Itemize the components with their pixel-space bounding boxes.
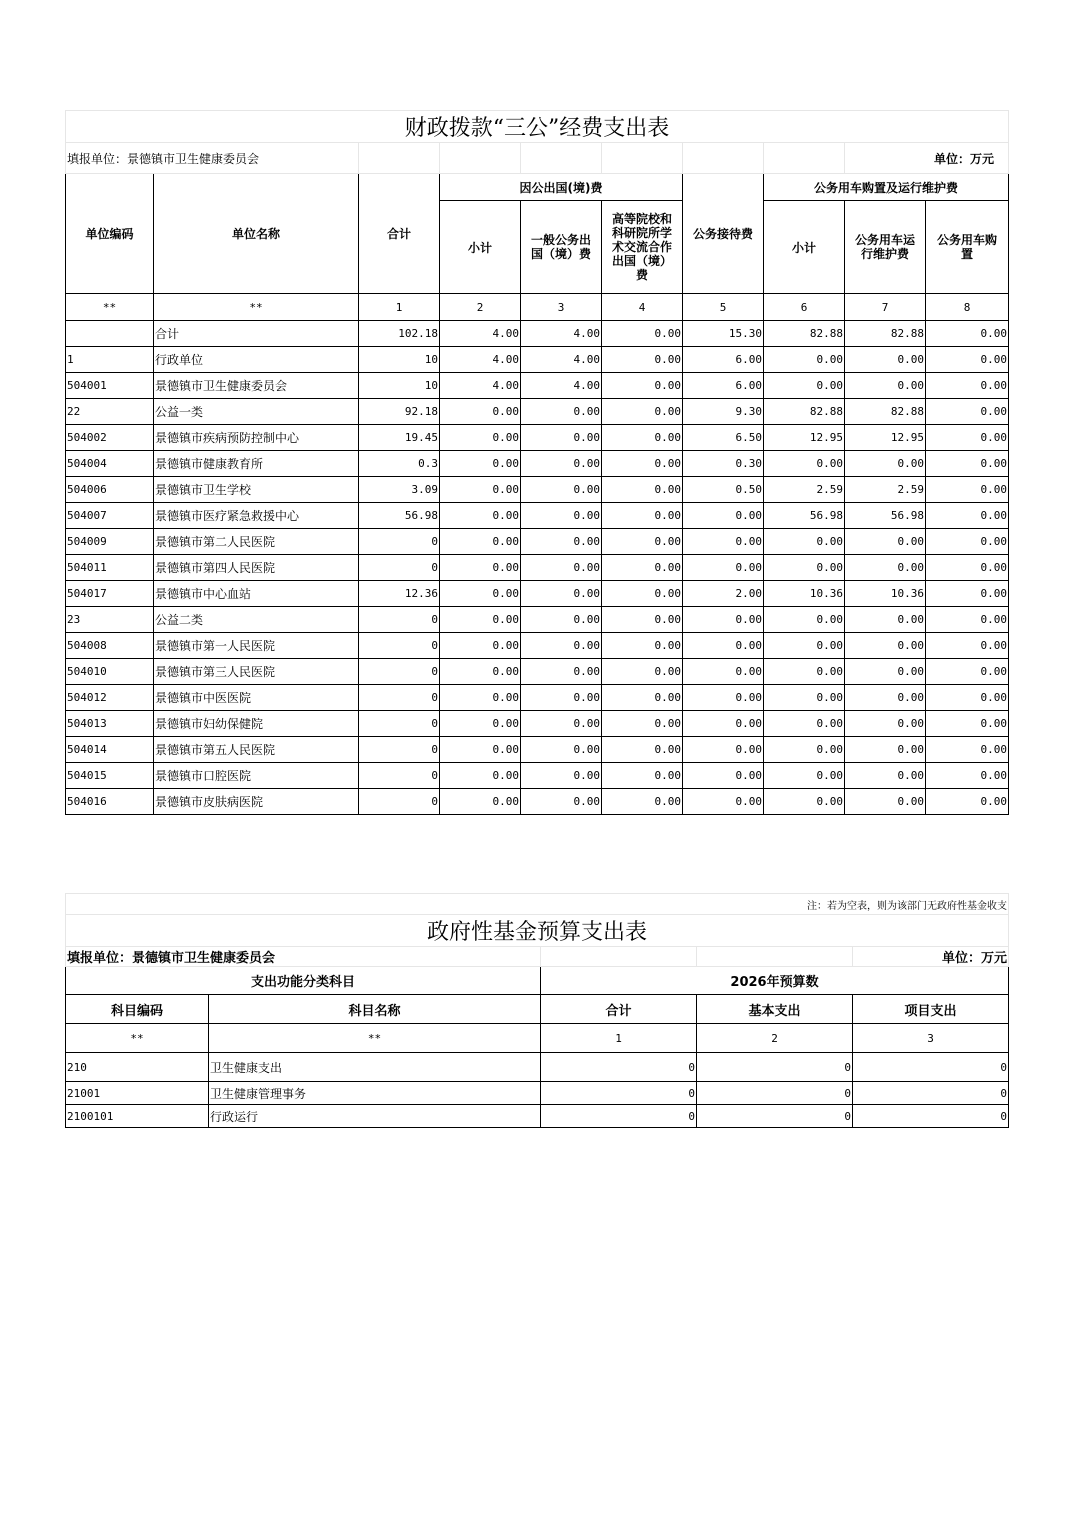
value-cell: 0.00 [764,737,845,763]
table-row [66,425,1009,451]
value-cell: 0 [359,711,440,737]
index-cell: 6 [764,294,845,321]
subject-name-cell: 卫生健康支出 [209,1053,541,1082]
table-row [66,607,1009,633]
table1-unit: 单位：万元 [845,143,1009,174]
header-vehicle-operation: 公务用车运行维护费 [845,201,926,294]
value-cell: 0.00 [602,399,683,425]
value-cell: 6.50 [683,425,764,451]
value-cell: 0.00 [926,399,1009,425]
unit-name-cell: 景德镇市妇幼保健院 [154,711,359,737]
value-cell: 2.59 [845,477,926,503]
unit-name-cell: 景德镇市中心血站 [154,581,359,607]
unit-name-cell: 景德镇市卫生健康委员会 [154,373,359,399]
value-cell: 0.00 [521,763,602,789]
index-cell: 8 [926,294,1009,321]
value-cell: 0.00 [521,399,602,425]
value-cell: 0 [541,1053,697,1082]
value-cell: 0.00 [602,633,683,659]
value-cell: 0.00 [926,347,1009,373]
value-cell: 10.36 [764,581,845,607]
unit-name-cell: 景德镇市健康教育所 [154,451,359,477]
value-cell: 0.00 [845,451,926,477]
unit-name-cell: 景德镇市第四人民医院 [154,555,359,581]
value-cell: 0.00 [926,711,1009,737]
value-cell: 0 [359,529,440,555]
value-cell: 0.00 [683,555,764,581]
value-cell: 0.00 [764,347,845,373]
unit-code-cell [66,321,154,347]
value-cell: 0 [359,607,440,633]
value-cell: 15.30 [683,321,764,347]
table-row [66,581,1009,607]
table-row [66,633,1009,659]
table-row [66,503,1009,529]
unit-code-cell: 504002 [66,425,154,451]
value-cell: 0.00 [926,581,1009,607]
table2-title: 政府性基金预算支出表 [66,915,1009,947]
unit-code-cell: 504016 [66,789,154,815]
value-cell: 0.00 [926,425,1009,451]
unit-code-cell: 23 [66,607,154,633]
value-cell: 0.00 [521,737,602,763]
index-cell: ** [209,1024,541,1053]
unit-code-cell: 504004 [66,451,154,477]
value-cell: 0.00 [926,529,1009,555]
index-cell: 2 [697,1024,853,1053]
value-cell: 0.00 [440,685,521,711]
value-cell: 0 [541,1105,697,1128]
index-cell: ** [154,294,359,321]
value-cell: 9.30 [683,399,764,425]
header-vehicle-purchase: 公务用车购置 [926,201,1009,294]
value-cell: 0 [359,763,440,789]
value-cell: 0 [853,1105,1009,1128]
table2-fill-unit: 填报单位：景德镇市卫生健康委员会 [66,947,541,967]
unit-code-cell: 504012 [66,685,154,711]
value-cell: 0.00 [521,633,602,659]
value-cell: 0.00 [683,503,764,529]
unit-name-cell: 景德镇市第三人民医院 [154,659,359,685]
value-cell: 56.98 [845,503,926,529]
government-fund-table [65,893,1009,1128]
value-cell: 0.00 [521,685,602,711]
value-cell: 0.00 [521,503,602,529]
value-cell: 0.00 [440,399,521,425]
value-cell: 0.00 [845,633,926,659]
unit-code-cell: 504013 [66,711,154,737]
table-row [66,399,1009,425]
value-cell: 0.00 [440,763,521,789]
value-cell: 0.00 [683,607,764,633]
unit-name-cell: 景德镇市中医医院 [154,685,359,711]
value-cell: 0.00 [602,659,683,685]
value-cell: 0.00 [926,659,1009,685]
header-fund-total: 合计 [541,995,697,1024]
header-abroad-academic: 高等院校和科研院所学术交流合作出国（境）费 [602,201,683,294]
value-cell: 0.00 [602,477,683,503]
unit-name-cell: 景德镇市医疗紧急救援中心 [154,503,359,529]
table-row [66,711,1009,737]
table-row [66,451,1009,477]
value-cell: 6.00 [683,347,764,373]
value-cell: 0.00 [926,451,1009,477]
index-cell: 1 [541,1024,697,1053]
value-cell: 0.00 [602,373,683,399]
value-cell: 0.00 [683,711,764,737]
unit-code-cell: 504009 [66,529,154,555]
unit-code-cell: 1 [66,347,154,373]
value-cell: 0.00 [602,555,683,581]
value-cell: 0.50 [683,477,764,503]
value-cell: 0.00 [521,607,602,633]
index-cell: 5 [683,294,764,321]
value-cell: 0.00 [440,451,521,477]
table-row [66,659,1009,685]
table-row [66,685,1009,711]
table1-title: 财政拨款“三公”经费支出表 [66,111,1009,143]
header-budget-year: 2026年预算数 [541,967,1009,995]
index-cell: 1 [359,294,440,321]
value-cell: 0.00 [440,633,521,659]
value-cell: 0.00 [764,633,845,659]
value-cell: 0.00 [521,789,602,815]
subject-code-cell: 21001 [66,1082,209,1105]
header-vehicle-subtotal: 小计 [764,201,845,294]
value-cell: 0.00 [521,529,602,555]
header-name: 科目名称 [209,995,541,1024]
value-cell: 0.00 [764,607,845,633]
index-cell: 4 [602,294,683,321]
header-unit-code: 单位编码 [66,174,154,294]
value-cell: 0.00 [440,659,521,685]
value-cell: 82.88 [845,321,926,347]
value-cell: 0.00 [926,685,1009,711]
value-cell: 12.95 [764,425,845,451]
value-cell: 0 [853,1082,1009,1105]
unit-code-cell: 22 [66,399,154,425]
value-cell: 0.00 [602,581,683,607]
value-cell: 4.00 [521,373,602,399]
value-cell: 0.00 [764,373,845,399]
value-cell: 56.98 [359,503,440,529]
value-cell: 82.88 [845,399,926,425]
table-row [66,1105,1009,1128]
unit-name-cell: 景德镇市皮肤病医院 [154,789,359,815]
header-basic: 基本支出 [697,995,853,1024]
value-cell: 0.00 [602,685,683,711]
value-cell: 0 [359,659,440,685]
table-row [66,789,1009,815]
value-cell: 0 [359,685,440,711]
header-unit-name: 单位名称 [154,174,359,294]
subject-code-cell: 2100101 [66,1105,209,1128]
header-abroad-group: 因公出国(境)费 [440,174,683,201]
value-cell: 0.00 [521,581,602,607]
unit-code-cell: 504006 [66,477,154,503]
value-cell: 0 [541,1082,697,1105]
value-cell: 0 [697,1053,853,1082]
three-public-expenses-sheet [65,110,1008,815]
unit-name-cell: 公益一类 [154,399,359,425]
value-cell: 0.00 [764,685,845,711]
value-cell: 0.00 [926,763,1009,789]
value-cell: 0.00 [845,555,926,581]
value-cell: 10 [359,373,440,399]
value-cell: 0.00 [683,659,764,685]
value-cell: 0.00 [845,347,926,373]
government-fund-sheet [65,893,1008,1128]
value-cell: 0.00 [440,529,521,555]
value-cell: 0.00 [845,529,926,555]
unit-name-cell: 合计 [154,321,359,347]
value-cell: 0.00 [602,607,683,633]
value-cell: 19.45 [359,425,440,451]
value-cell: 0 [853,1053,1009,1082]
unit-name-cell: 景德镇市第一人民医院 [154,633,359,659]
value-cell: 0.00 [602,347,683,373]
table-row [66,555,1009,581]
index-row [66,294,1009,321]
value-cell: 0.00 [683,763,764,789]
header-reception: 公务接待费 [683,174,764,294]
table-row [66,763,1009,789]
value-cell: 0.00 [683,685,764,711]
table2-unit: 单位：万元 [853,947,1009,967]
unit-code-cell: 504010 [66,659,154,685]
value-cell: 92.18 [359,399,440,425]
value-cell: 82.88 [764,399,845,425]
table-row [66,477,1009,503]
value-cell: 0.00 [440,711,521,737]
value-cell: 0.3 [359,451,440,477]
value-cell: 0.00 [764,763,845,789]
value-cell: 0.00 [602,503,683,529]
unit-code-cell: 504011 [66,555,154,581]
unit-name-cell: 景德镇市第五人民医院 [154,737,359,763]
value-cell: 0.00 [926,503,1009,529]
value-cell: 12.36 [359,581,440,607]
index-cell: 3 [853,1024,1009,1053]
value-cell: 0.00 [440,737,521,763]
value-cell: 0.00 [926,477,1009,503]
index-cell: 7 [845,294,926,321]
value-cell: 0.00 [926,633,1009,659]
value-cell: 0.00 [521,555,602,581]
index-cell: 3 [521,294,602,321]
table2-note: 注：若为空表，则为该部门无政府性基金收支 [66,894,1009,915]
value-cell: 0.00 [521,425,602,451]
value-cell: 0.00 [521,711,602,737]
unit-name-cell: 景德镇市口腔医院 [154,763,359,789]
value-cell: 0 [359,737,440,763]
value-cell: 4.00 [440,321,521,347]
value-cell: 2.59 [764,477,845,503]
value-cell: 0 [697,1105,853,1128]
value-cell: 0.00 [602,451,683,477]
unit-name-cell: 景德镇市第二人民医院 [154,529,359,555]
value-cell: 4.00 [521,347,602,373]
unit-name-cell: 景德镇市卫生学校 [154,477,359,503]
value-cell: 0.30 [683,451,764,477]
value-cell: 0.00 [602,711,683,737]
value-cell: 0.00 [440,555,521,581]
value-cell: 0.00 [926,607,1009,633]
value-cell: 0.00 [845,763,926,789]
value-cell: 0.00 [683,737,764,763]
unit-code-cell: 504001 [66,373,154,399]
value-cell: 0.00 [845,373,926,399]
value-cell: 0.00 [440,503,521,529]
value-cell: 0.00 [845,659,926,685]
value-cell: 3.09 [359,477,440,503]
value-cell: 0.00 [602,425,683,451]
value-cell: 56.98 [764,503,845,529]
value-cell: 0.00 [521,659,602,685]
value-cell: 2.00 [683,581,764,607]
value-cell: 0.00 [926,789,1009,815]
subject-name-cell: 行政运行 [209,1105,541,1128]
value-cell: 0.00 [602,789,683,815]
table-row [66,347,1009,373]
value-cell: 0.00 [926,373,1009,399]
value-cell: 10 [359,347,440,373]
unit-code-cell: 504008 [66,633,154,659]
value-cell: 0 [359,633,440,659]
value-cell: 6.00 [683,373,764,399]
value-cell: 0.00 [764,555,845,581]
value-cell: 0.00 [440,581,521,607]
value-cell: 0.00 [845,711,926,737]
header-category: 支出功能分类科目 [66,967,541,995]
value-cell: 10.36 [845,581,926,607]
value-cell: 0.00 [764,711,845,737]
unit-code-cell: 504017 [66,581,154,607]
value-cell: 0.00 [440,425,521,451]
value-cell: 0.00 [440,477,521,503]
value-cell: 0.00 [926,321,1009,347]
value-cell: 0 [697,1082,853,1105]
table-row [66,1082,1009,1105]
header-project: 项目支出 [853,995,1009,1024]
value-cell: 0.00 [926,555,1009,581]
table-row [66,373,1009,399]
value-cell: 0.00 [764,789,845,815]
value-cell: 0.00 [602,529,683,555]
value-cell: 0.00 [764,659,845,685]
unit-code-cell: 504014 [66,737,154,763]
header-vehicle-group: 公务用车购置及运行维护费 [764,174,1009,201]
value-cell: 0.00 [764,529,845,555]
value-cell: 0.00 [926,737,1009,763]
value-cell: 0.00 [521,477,602,503]
unit-name-cell: 景德镇市疾病预防控制中心 [154,425,359,451]
header-abroad-subtotal: 小计 [440,201,521,294]
value-cell: 0.00 [440,607,521,633]
index-cell: ** [66,1024,209,1053]
value-cell: 0.00 [521,451,602,477]
index-cell: 2 [440,294,521,321]
unit-name-cell: 公益二类 [154,607,359,633]
table-row [66,737,1009,763]
value-cell: 0.00 [845,789,926,815]
table1-fill-unit: 填报单位：景德镇市卫生健康委员会 [66,143,359,174]
unit-code-cell: 504007 [66,503,154,529]
unit-name-cell: 行政单位 [154,347,359,373]
value-cell: 102.18 [359,321,440,347]
table-row [66,1053,1009,1082]
value-cell: 0.00 [845,737,926,763]
unit-code-cell: 504015 [66,763,154,789]
value-cell: 0.00 [683,529,764,555]
value-cell: 4.00 [440,373,521,399]
value-cell: 0.00 [440,789,521,815]
value-cell: 4.00 [521,321,602,347]
value-cell: 0 [359,555,440,581]
header-abroad-general: 一般公务出国（境）费 [521,201,602,294]
value-cell: 0.00 [845,607,926,633]
value-cell: 0.00 [845,685,926,711]
header-code: 科目编码 [66,995,209,1024]
table-row [66,321,1009,347]
value-cell: 0.00 [683,633,764,659]
value-cell: 0.00 [602,763,683,789]
value-cell: 0.00 [683,789,764,815]
value-cell: 0.00 [602,737,683,763]
value-cell: 4.00 [440,347,521,373]
subject-code-cell: 210 [66,1053,209,1082]
value-cell: 12.95 [845,425,926,451]
value-cell: 0.00 [602,321,683,347]
table-row [66,529,1009,555]
index-row [66,1024,1009,1053]
value-cell: 0 [359,789,440,815]
value-cell: 82.88 [764,321,845,347]
value-cell: 0.00 [764,451,845,477]
header-total: 合计 [359,174,440,294]
index-cell: ** [66,294,154,321]
subject-name-cell: 卫生健康管理事务 [209,1082,541,1105]
three-public-expenses-table [65,110,1009,815]
